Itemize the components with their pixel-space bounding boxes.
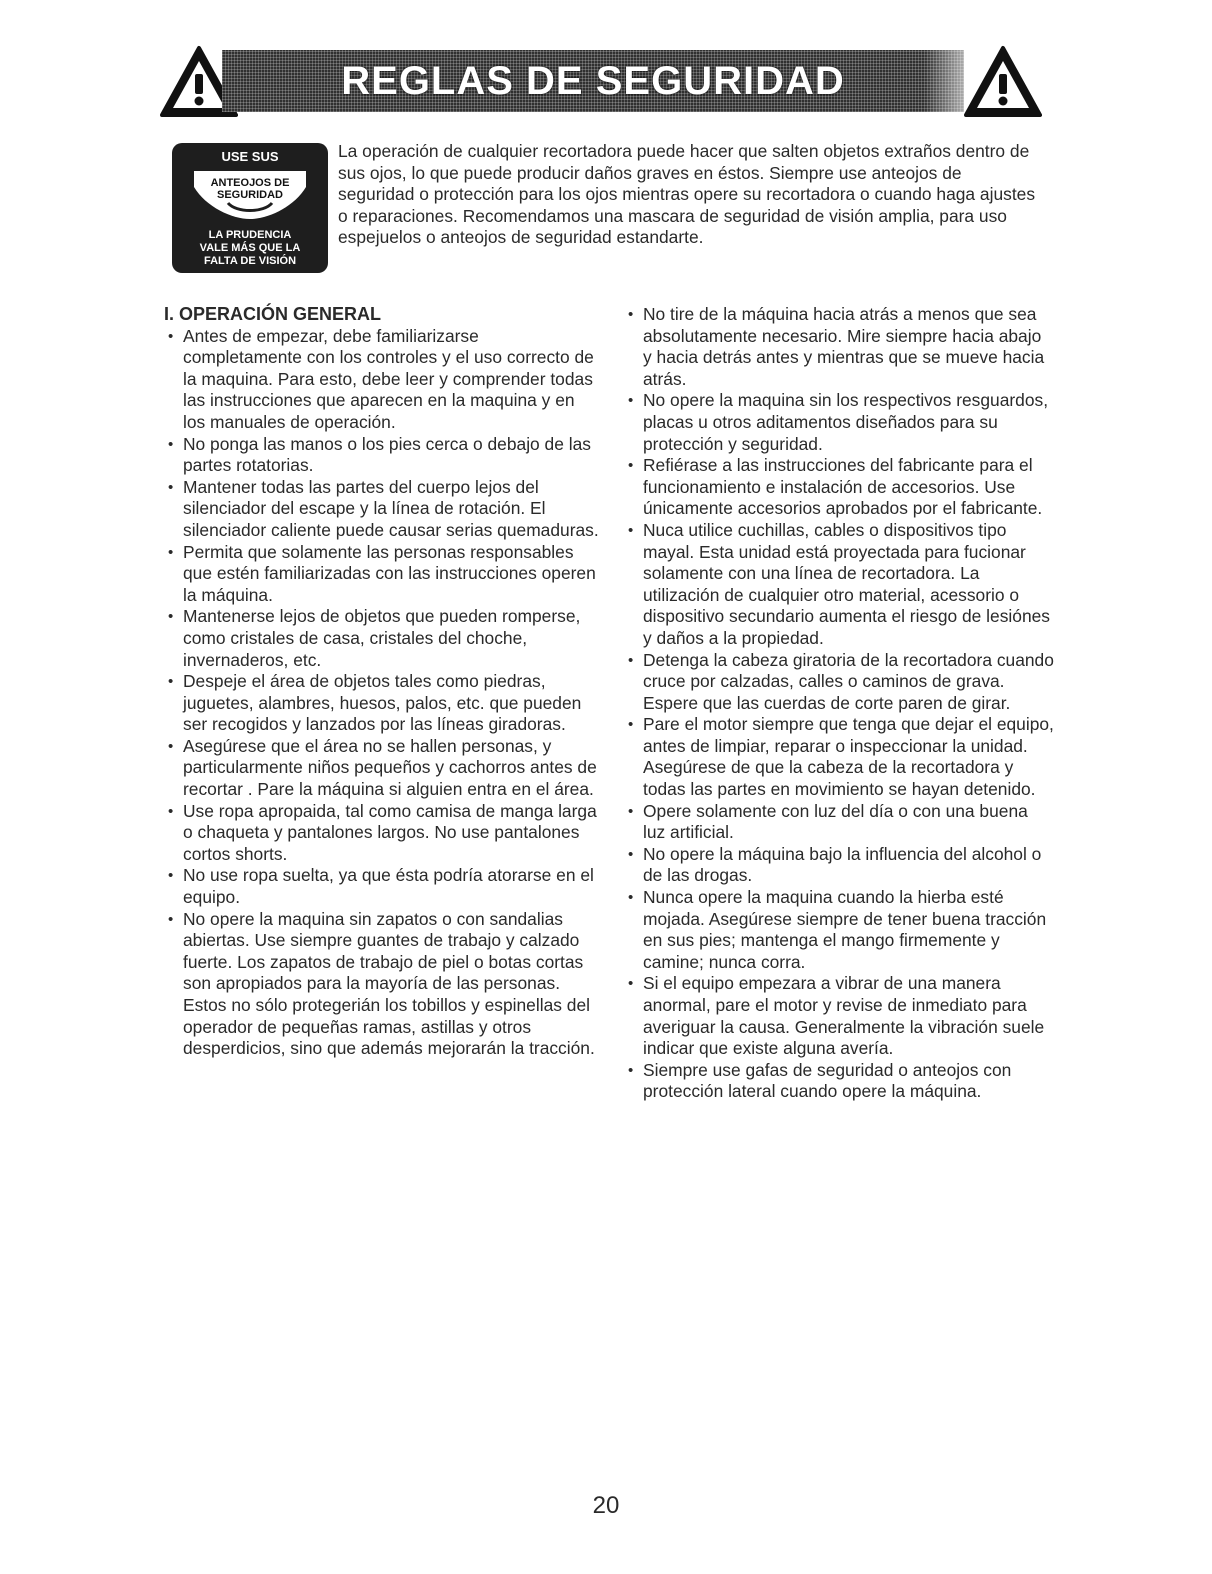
page-title: REGLAS DE SEGURIDAD bbox=[341, 58, 845, 103]
list-item: • Use ropa apropaida, tal como camisa de manga larga o chaqueta y pantalones largos. No use pantalones cortos shorts. bbox=[164, 801, 600, 866]
list-item: • Opere solamente con luz del día o con una buena luz artificial. bbox=[624, 801, 1054, 844]
rules-list-right bbox=[624, 304, 1054, 1103]
list-item: • No ponga las manos o los pies cerca o debajo de las partes rotatorias. bbox=[164, 434, 600, 477]
list-item: • Asegúrese que el área no se hallen personas, y particularmente niños pequeños y cachorros antes de recortar . Pare la máquina si alguien entra en el área. bbox=[164, 736, 600, 801]
list-item: • No opere la máquina bajo la influencia del alcohol o de las drogas. bbox=[624, 844, 1054, 887]
list-item: • Nunca opere la maquina cuando la hierba esté mojada. Asegúrese siempre de tener buena tracción en sus pies; mantenga el mango firmemente y camine; nunca corra. bbox=[624, 887, 1054, 973]
intro-paragraph: La operación de cualquier recortadora puede hacer que salten objetos extraños dentro de sus ojos, lo que puede producir daños graves en éstos. Siempre use anteojos de seguridad o protección para los ojos mientras opere su recortadora o cuando haga ajustes o reparaciones. Recomendamos una mascara de seguridad de visión amplia, para uso espejuelos o anteojos de seguridad estandarte. bbox=[338, 141, 1036, 247]
right-column bbox=[624, 304, 1054, 1103]
section-heading: I. OPERACIÓN GENERAL bbox=[164, 304, 382, 324]
warning-triangle-icon bbox=[964, 45, 1042, 119]
list-item: • Detenga la cabeza giratoria de la recortadora cuando cruce por calzadas, calles o caminos de grava. Espere que las cuerdas de corte paren de girar. bbox=[624, 650, 1054, 715]
left-column bbox=[164, 304, 600, 1060]
list-item: • Si el equipo empezara a vibrar de una manera anormal, pare el motor y revise de inmediato para averiguar la causa. Generalmente la vibración suele indicar que existe alguna avería. bbox=[624, 973, 1054, 1059]
list-item: • Refiérase a las instrucciones del fabricante para el funcionamiento e instalación de accesorios. Use únicamente accesorios aprobados por el fabricante. bbox=[624, 455, 1054, 520]
badge-top-text: USE SUS bbox=[221, 149, 279, 164]
list-item: • Antes de empezar, debe familiarizarse completamente con los controles y el uso correcto de la maquina. Para esto, debe leer y comprender todas las instrucciones que aparecen en la maquina y en los manuales de operación. bbox=[164, 326, 600, 434]
badge-bottom-text: LA PRUDENCIA VALE MÁS QUE LA FALTA DE VISIÓN bbox=[199, 229, 301, 267]
list-item: • No opere la maquina sin los respectivos resguardos, placas u otros aditamentos diseñados para su protección y seguridad. bbox=[624, 390, 1054, 455]
list-item: • Permita que solamente las personas responsables que estén familiarizadas con las instrucciones operen la máquina. bbox=[164, 542, 600, 607]
title-bar bbox=[222, 50, 964, 112]
header-banner bbox=[160, 45, 1040, 127]
badge-middle-text: ANTEOJOS DE SEGURIDAD bbox=[210, 177, 290, 201]
list-item: • No tire de la máquina hacia atrás a menos que sea absolutamente necesario. Mire siempre hacia abajo y hacia detrás antes y mientras que se mueve hacia atrás. bbox=[624, 304, 1054, 390]
rules-list-left bbox=[164, 326, 600, 1060]
list-item: • Nuca utilice cuchillas, cables o dispositivos tipo mayal. Esta unidad está proyectada para fucionar solamente con una línea de recortadora. La utilización de cualquier otro material, acessorio o dispositivo secundario aumenta el riesgo de lesiónes y daños a la propiedad. bbox=[624, 520, 1054, 650]
list-item: • Siempre use gafas de seguridad o anteojos con protección lateral cuando opere la máquina. bbox=[624, 1060, 1054, 1103]
safety-goggles-badge bbox=[172, 143, 328, 273]
page-number: 20 bbox=[592, 1492, 620, 1519]
list-item: • No opere la maquina sin zapatos o con sandalias abiertas. Use siempre guantes de trabajo y calzado fuerte. Los zapatos de trabajo de piel o botas cortas son apropiados para la mayoría de las personas. Estos no sólo protegerián los tobillos y espinellas del operador de pequeñas ramas, astillas y otros desperdicios, sino que además mejorarán la tracción. bbox=[164, 909, 600, 1060]
list-item: • No use ropa suelta, ya que ésta podría atorarse en el equipo. bbox=[164, 865, 600, 908]
list-item: • Mantener todas las partes del cuerpo lejos del silenciador del escape y la línea de rotación. El silenciador caliente puede causar serias quemaduras. bbox=[164, 477, 600, 542]
list-item: • Pare el motor siempre que tenga que dejar el equipo, antes de limpiar, reparar o inspeccionar la unidad. Asegúrese de que la cabeza de la recortadora y todas las partes en movimiento se hayan detenido. bbox=[624, 714, 1054, 800]
list-item: • Mantenerse lejos de objetos que pueden romperse, como cristales de casa, cristales del choche, invernaderos, etc. bbox=[164, 606, 600, 671]
list-item: • Despeje el área de objetos tales como piedras, juguetes, alambres, huesos, palos, etc. que pueden ser recogidos y lanzados por las líneas giradoras. bbox=[164, 671, 600, 736]
